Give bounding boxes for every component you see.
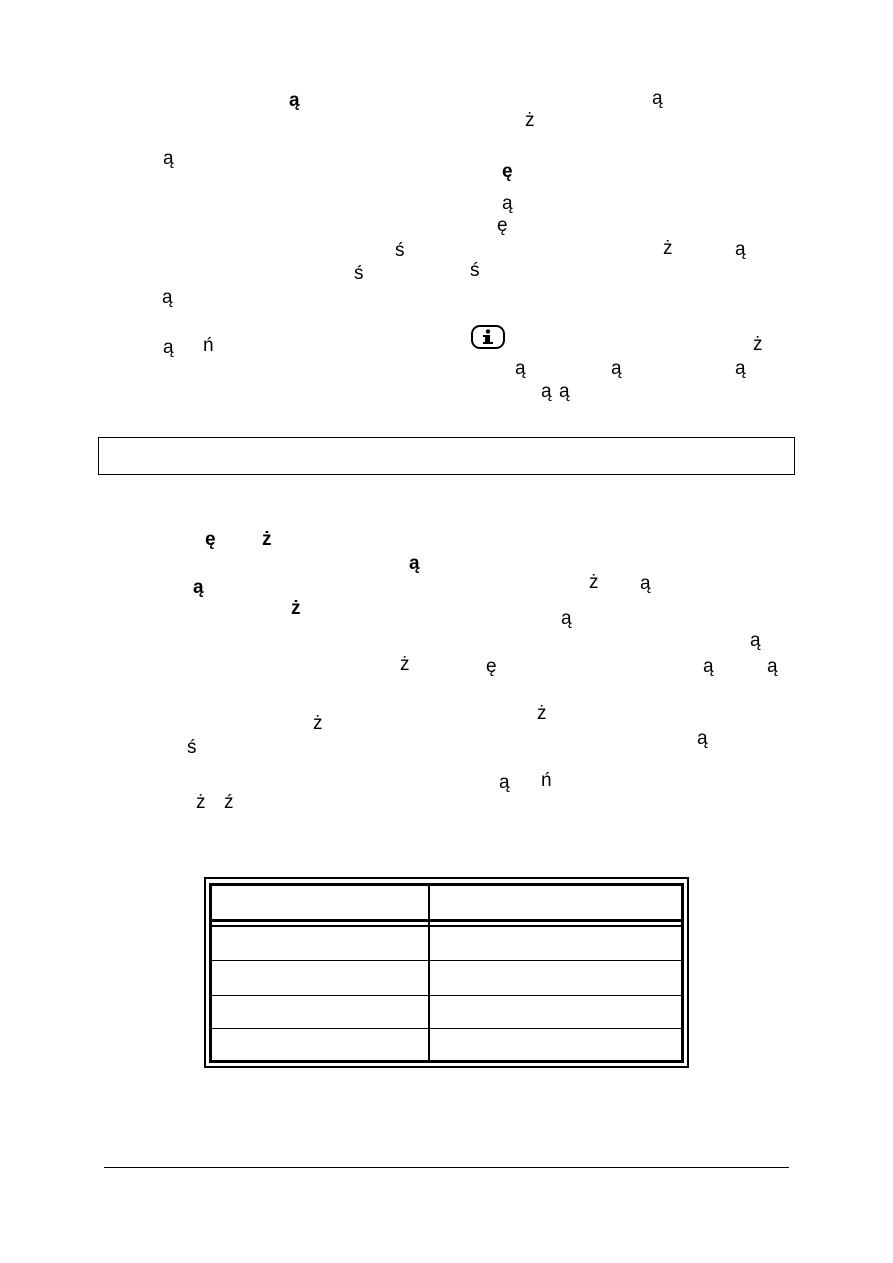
glyph: ę bbox=[502, 161, 513, 182]
glyph: ą bbox=[515, 358, 526, 379]
glyph: ą bbox=[652, 88, 663, 109]
glyph: ą bbox=[163, 337, 174, 358]
glyph: ą bbox=[541, 381, 552, 402]
glyph: ś bbox=[395, 240, 405, 261]
table-header-rule bbox=[209, 925, 684, 927]
table-row-rule bbox=[209, 1028, 684, 1029]
glyph: ą bbox=[611, 358, 622, 379]
glyph: ś bbox=[187, 737, 197, 758]
glyph: ą bbox=[289, 90, 300, 111]
glyph: ź bbox=[224, 792, 234, 813]
glyph: ą bbox=[697, 728, 708, 749]
glyph: ę bbox=[205, 529, 216, 550]
glyph: ś bbox=[354, 263, 364, 284]
table-border-left bbox=[209, 883, 212, 1063]
data-table bbox=[204, 877, 689, 1068]
glyph: ą bbox=[409, 553, 420, 574]
table-row-rule bbox=[209, 960, 684, 961]
glyph: ą bbox=[193, 577, 204, 598]
footer-divider bbox=[104, 1167, 789, 1168]
glyph: ż bbox=[291, 598, 301, 619]
glyph: ż bbox=[537, 703, 547, 724]
glyph: ż bbox=[313, 713, 323, 734]
glyph: ż bbox=[400, 654, 410, 675]
info-icon bbox=[471, 325, 505, 349]
glyph: ż bbox=[525, 110, 535, 131]
framed-box bbox=[98, 437, 795, 475]
glyph: ą bbox=[559, 381, 570, 402]
table-header-rule bbox=[209, 919, 684, 922]
glyph: ą bbox=[703, 656, 714, 677]
glyph: ż bbox=[753, 334, 763, 355]
glyph: ą bbox=[767, 656, 778, 677]
glyph: ń bbox=[541, 770, 552, 791]
glyph: ż bbox=[589, 572, 599, 593]
table-row-rule bbox=[209, 995, 684, 996]
table-border-bottom bbox=[209, 1060, 684, 1063]
glyph: ń bbox=[203, 335, 214, 356]
glyph: ą bbox=[502, 193, 513, 214]
glyph: ą bbox=[750, 630, 761, 651]
glyph: ę bbox=[497, 215, 508, 236]
table-border-right bbox=[681, 883, 684, 1063]
table-column-divider bbox=[428, 883, 430, 1063]
glyph: ą bbox=[499, 772, 510, 793]
glyph: ś bbox=[470, 260, 480, 281]
glyph: ż bbox=[663, 238, 673, 259]
glyph: ą bbox=[735, 358, 746, 379]
glyph: ę bbox=[486, 656, 497, 677]
glyph: ż bbox=[196, 792, 206, 813]
glyph: ą bbox=[162, 287, 173, 308]
table-border-top bbox=[209, 883, 684, 886]
glyph: ą bbox=[163, 148, 174, 169]
glyph: ż bbox=[262, 529, 272, 550]
glyph: ą bbox=[735, 239, 746, 260]
glyph: ą bbox=[640, 573, 651, 594]
glyph: ą bbox=[561, 608, 572, 629]
